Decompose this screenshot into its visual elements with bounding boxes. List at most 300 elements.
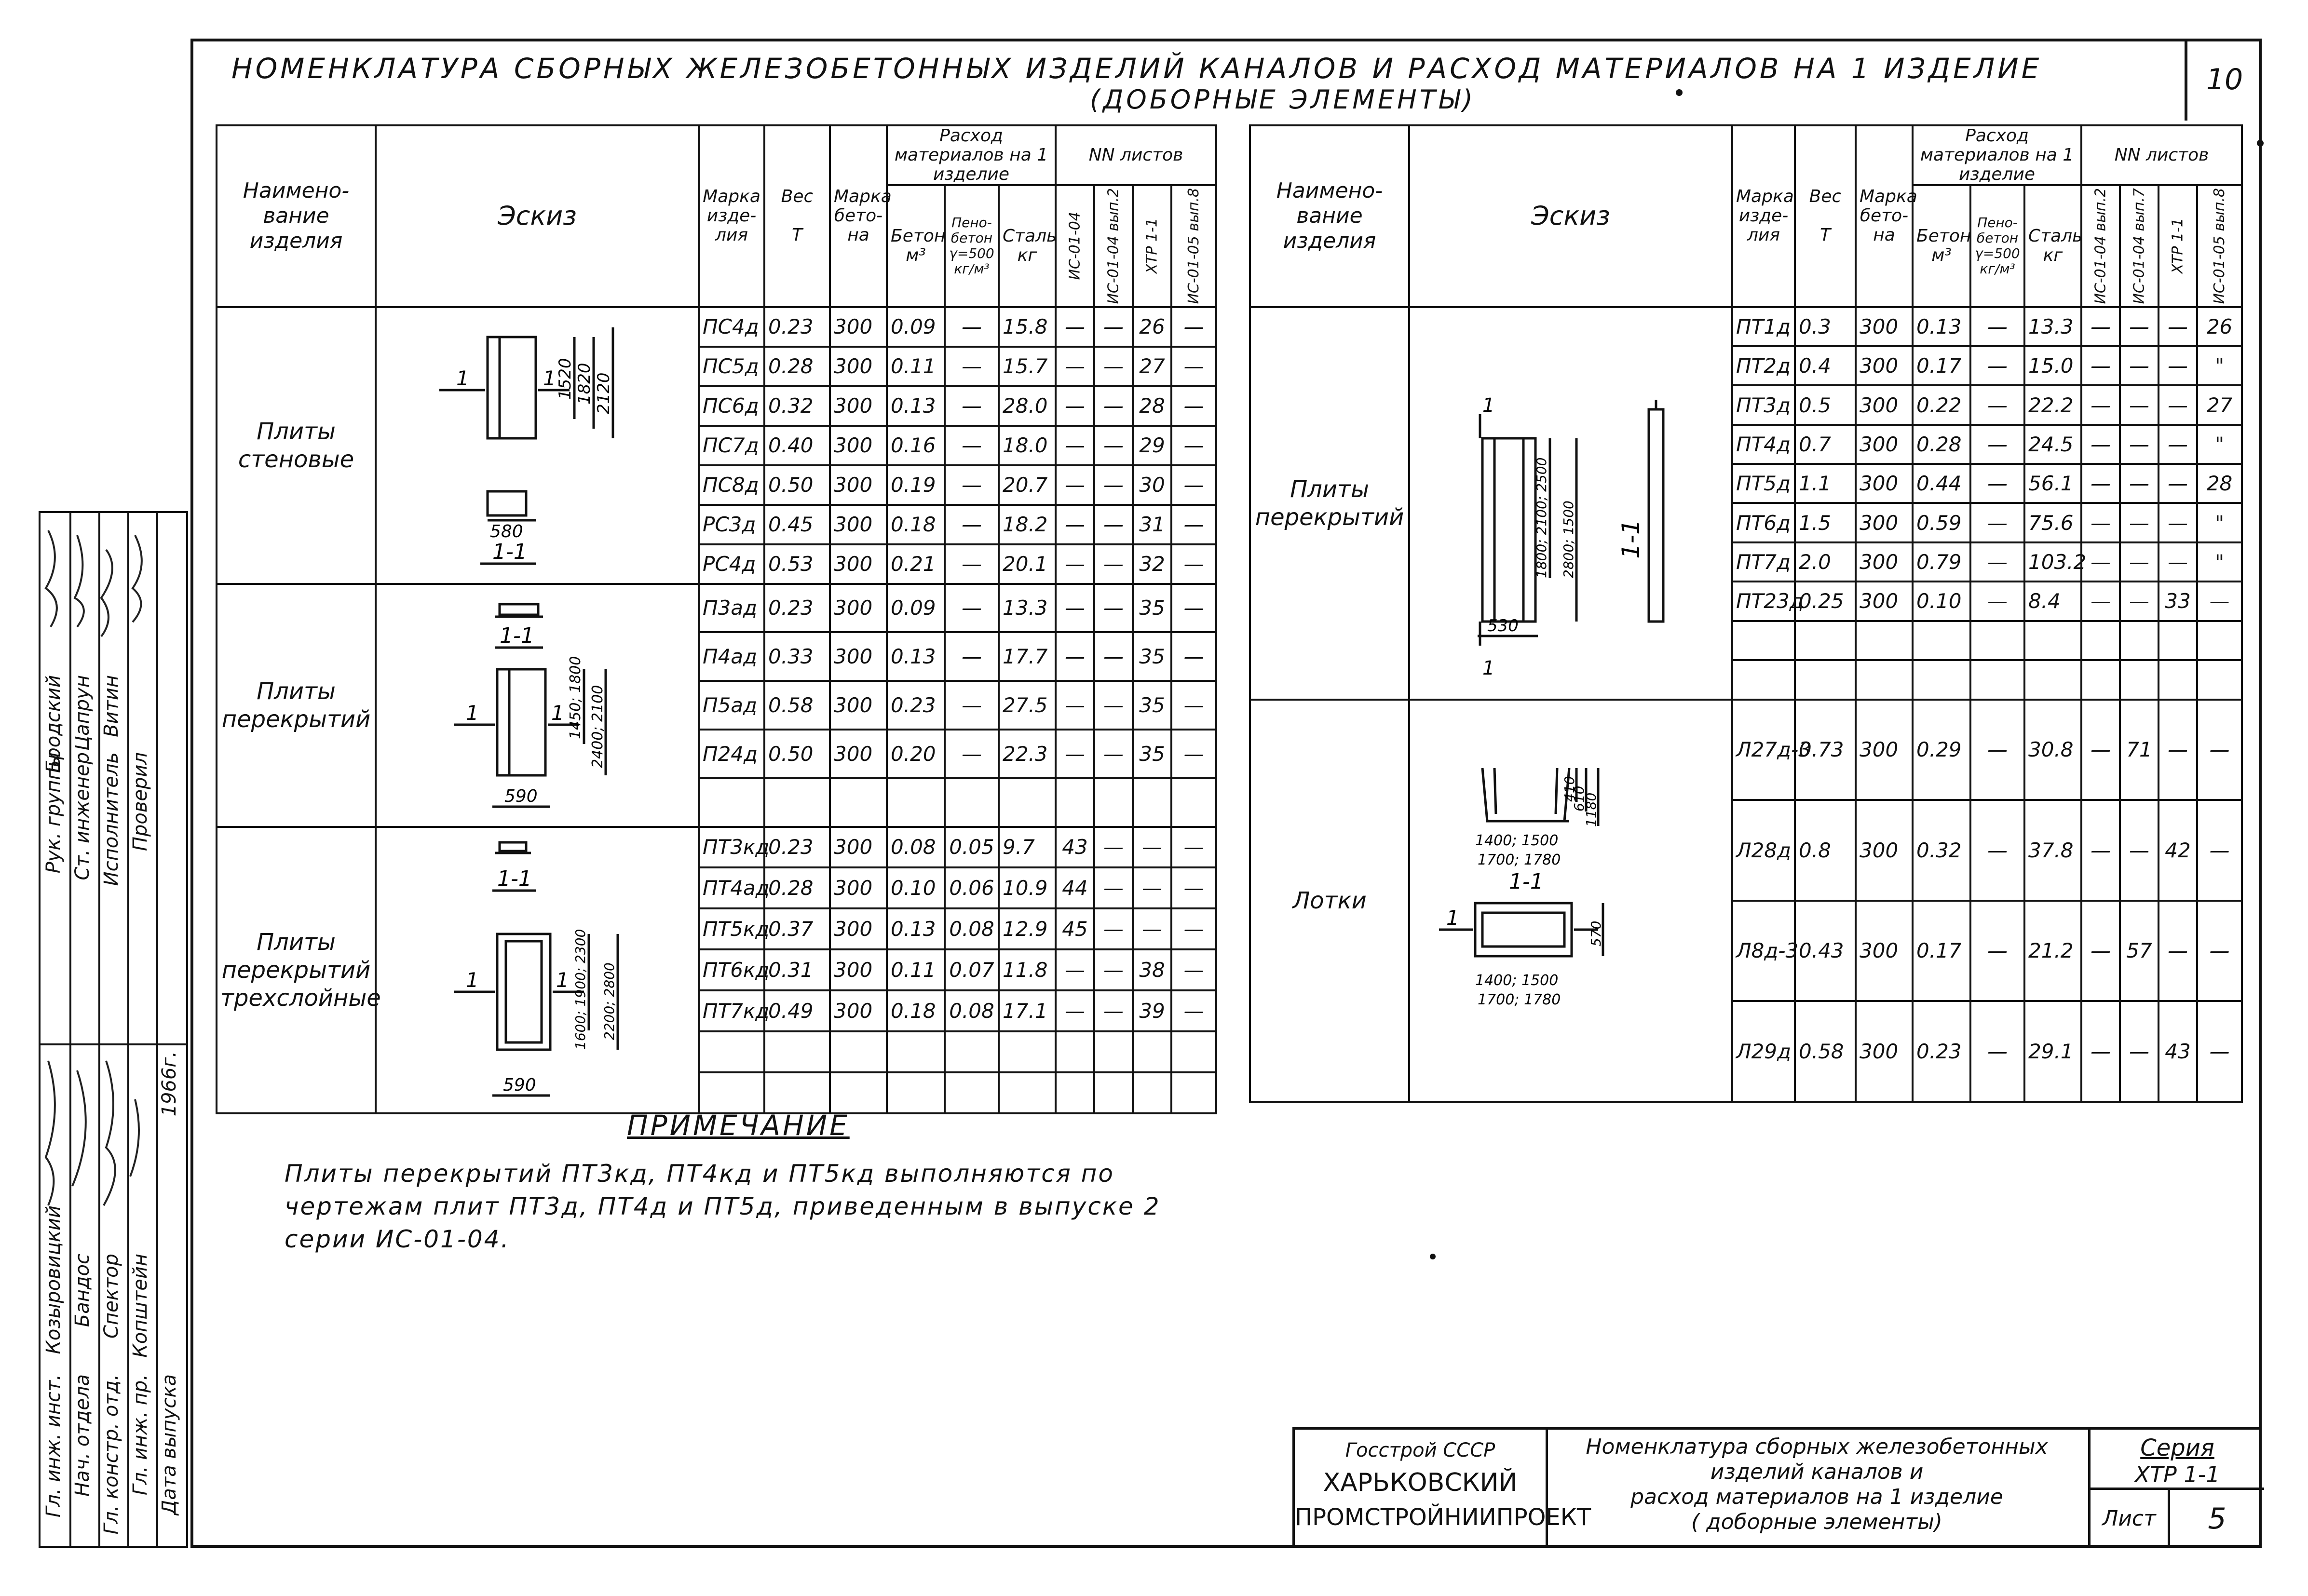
desc-line: ( доборные элементы) <box>1691 1510 1942 1534</box>
table-cell: 0.08 <box>945 908 999 949</box>
table-cell: — <box>2197 1001 2242 1102</box>
table-cell: — <box>945 426 999 465</box>
sk-section-mark: 1 <box>1482 657 1495 679</box>
table-cell: 0.13 <box>887 386 945 426</box>
table-cell <box>1171 1072 1216 1113</box>
side-role2: Нач. отдела <box>71 1374 94 1497</box>
note-text: Плиты перекрытий ПТ3кд, ПТ4кд и ПТ5кд выполняются по чертежам плит ПТ3д, ПТ4д и ПТ5д, приведенным в выпуске 2 серии ИС-01-04. <box>285 1160 1161 1253</box>
table-cell: 0.09 <box>887 307 945 347</box>
table-cell: — <box>1171 867 1216 908</box>
table-cell: 0.31 <box>764 949 830 990</box>
table-cell: ПТ6д <box>1732 503 1795 542</box>
table-cell: 10.9 <box>999 867 1056 908</box>
r-col-mark-header: Марка изде-лия <box>1732 125 1795 307</box>
table-cell <box>2024 621 2081 660</box>
table-cell: — <box>1056 544 1094 584</box>
table-cell: ПС7д <box>699 426 764 465</box>
table-cell: — <box>1056 632 1094 681</box>
table-cell: 0.37 <box>764 908 830 949</box>
r-col-consumption-header: Расход материалов на 1 изделие <box>1913 125 2081 185</box>
table-cell: " <box>2197 542 2242 582</box>
table-cell: — <box>1970 901 2024 1001</box>
table-cell: 300 <box>1856 346 1913 385</box>
table-cell <box>945 1072 999 1113</box>
table-cell: — <box>1056 990 1094 1031</box>
table-cell: — <box>2081 464 2120 503</box>
table-cell <box>1133 778 1171 827</box>
side-role2: Гл. констр. отд. <box>100 1374 122 1535</box>
table-cell: 45 <box>1056 908 1094 949</box>
table-cell: — <box>1171 426 1216 465</box>
table-cell: — <box>1056 584 1094 633</box>
table-cell: — <box>1094 505 1133 544</box>
table-cell: 300 <box>1856 800 1913 901</box>
sk-dim: 1700; 1780 <box>1478 991 1561 1008</box>
table-cell: 300 <box>1856 901 1913 1001</box>
col-sheet4-header: ИС-01-05 вып.8 <box>1171 185 1216 307</box>
table-cell <box>2197 660 2242 699</box>
table-cell: — <box>1056 465 1094 505</box>
r-col-foam-header: Пено-бетон γ=500 кг/м³ <box>1970 185 2024 307</box>
table-cell: 29 <box>1133 426 1171 465</box>
table-cell: 27 <box>1133 347 1171 386</box>
table-cell: — <box>2120 542 2159 582</box>
table-cell <box>764 778 830 827</box>
sk-dim: 2200; 2800 <box>601 962 617 1040</box>
org-line: ПРОМСТРОЙНИИПРОЕКТ <box>1295 1504 1591 1531</box>
table-cell: — <box>1171 681 1216 730</box>
table-cell <box>1795 660 1856 699</box>
table-cell <box>2081 621 2120 660</box>
table-cell: 0.09 <box>887 584 945 633</box>
sk-section-mark: 1 <box>551 701 564 725</box>
table-cell <box>1056 1031 1094 1072</box>
table-cell <box>2159 621 2197 660</box>
r-weight-unit: Т <box>1820 225 1831 245</box>
table-cell: 22.2 <box>2024 385 2081 424</box>
table-cell <box>1970 621 2024 660</box>
r-col-steel-header: Сталь кг <box>2024 185 2081 307</box>
table-cell: 0.07 <box>945 949 999 990</box>
table-cell: 0.17 <box>1913 901 1970 1001</box>
table-cell: Л29д <box>1732 1001 1795 1102</box>
sk-dim: 1800; 2100; 2500 <box>1534 457 1549 578</box>
table-cell: — <box>1970 1001 2024 1102</box>
table-cell <box>1171 1031 1216 1072</box>
note-title: ПРИМЕЧАНИЕ <box>627 1109 850 1142</box>
table-cell <box>1056 778 1094 827</box>
table-cell <box>699 1031 764 1072</box>
title-block <box>1292 1427 2262 1548</box>
table-cell: — <box>2081 700 2120 800</box>
org-line: ХАРЬКОВСКИЙ <box>1323 1468 1518 1497</box>
table-cell: 27 <box>2197 385 2242 424</box>
scan-speck <box>2257 140 2264 147</box>
table-cell: 39 <box>1133 990 1171 1031</box>
sketch-floor-slab <box>377 585 695 821</box>
table-cell: 18.2 <box>999 505 1056 544</box>
table-cell: 0.58 <box>764 681 830 730</box>
table-cell: ПТ1д <box>1732 307 1795 346</box>
table-cell: — <box>1056 307 1094 347</box>
table-cell: — <box>1056 681 1094 730</box>
table-cell: — <box>2081 346 2120 385</box>
table-cell: 0.17 <box>1913 346 1970 385</box>
table-cell: — <box>1171 347 1216 386</box>
r-col-sheet3-header: ХТР 1-1 <box>2159 185 2197 307</box>
col-sheet2-header: ИС-01-04 вып.2 <box>1094 185 1133 307</box>
table-cell: ПТ5кд <box>699 908 764 949</box>
sk-section-mark: 1 <box>456 366 469 390</box>
table-cell: 0.50 <box>764 730 830 778</box>
table-cell: 0.29 <box>1913 700 1970 800</box>
table-cell <box>2120 621 2159 660</box>
table-cell: — <box>1171 307 1216 347</box>
series-value: ХТР 1-1 <box>2134 1461 2220 1488</box>
table-cell: — <box>2081 385 2120 424</box>
sk-dim: 610 <box>1571 785 1587 812</box>
table-cell: 0.11 <box>887 949 945 990</box>
table-cell <box>2159 660 2197 699</box>
col-sheets-header: NN листов <box>1056 125 1216 185</box>
table-cell: — <box>1970 582 2024 621</box>
table-cell: 300 <box>1856 385 1913 424</box>
table-cell: 0.53 <box>764 544 830 584</box>
table-cell: — <box>2120 307 2159 346</box>
table-cell: 27.5 <box>999 681 1056 730</box>
side-role: Проверил <box>129 752 151 852</box>
table-cell <box>887 778 945 827</box>
sk-section-mark: 1 <box>1482 394 1495 417</box>
table-cell <box>1913 660 1970 699</box>
side-name2: Спектор <box>100 1254 122 1339</box>
table-cell: 300 <box>830 867 887 908</box>
table-cell: — <box>1171 632 1216 681</box>
sk-dim: 570 <box>1588 920 1604 947</box>
table-cell: 21.2 <box>2024 901 2081 1001</box>
table-cell: 0.23 <box>764 307 830 347</box>
product-sketch <box>376 584 699 827</box>
table-cell: — <box>1171 827 1216 868</box>
table-cell: — <box>1094 949 1133 990</box>
sketch-floor-slab-right <box>1410 308 1728 694</box>
sk-dim: 2800; 1500 <box>1561 500 1576 578</box>
table-cell: 28 <box>2197 464 2242 503</box>
table-cell <box>1094 1031 1133 1072</box>
table-cell: 0.13 <box>887 908 945 949</box>
table-cell: 13.3 <box>2024 307 2081 346</box>
table-cell: — <box>2120 582 2159 621</box>
org-line: Госстрой СССР <box>1345 1439 1495 1461</box>
product-name: Плиты перекрытий <box>217 584 376 827</box>
table-cell: 0.21 <box>887 544 945 584</box>
table-cell: 300 <box>1856 542 1913 582</box>
table-cell <box>1856 621 1913 660</box>
table-cell: — <box>1133 908 1171 949</box>
table-cell: 300 <box>830 730 887 778</box>
sheet-number: 5 <box>2208 1502 2227 1536</box>
table-cell: — <box>2081 800 2120 901</box>
col-steel-header: Сталь кг <box>999 185 1056 307</box>
table-cell <box>1913 621 1970 660</box>
table-cell: 75.6 <box>2024 503 2081 542</box>
table-cell: 300 <box>830 908 887 949</box>
sk-dim: 1600; 1900; 2300 <box>572 929 588 1050</box>
col-sketch-header: Эскиз <box>376 125 699 307</box>
table-cell: Л28д <box>1732 800 1795 901</box>
table-cell <box>1094 778 1133 827</box>
sk-section-label: 1-1 <box>1617 519 1645 559</box>
table-cell: — <box>1056 426 1094 465</box>
table-row <box>217 827 1216 868</box>
sk-dim: 1400; 1500 <box>1475 972 1559 989</box>
desc-line: изделий каналов и <box>1710 1460 1924 1484</box>
side-name2: Копштейн <box>129 1254 151 1358</box>
table-cell: — <box>1171 505 1216 544</box>
sk-section-label: 1-1 <box>500 623 534 648</box>
table-cell: 0.06 <box>945 867 999 908</box>
scan-speck <box>1430 1254 1436 1259</box>
col-concrete-header: Бетон м³ <box>887 185 945 307</box>
table-cell: — <box>1094 681 1133 730</box>
table-cell: — <box>945 347 999 386</box>
table-cell: 18.0 <box>999 426 1056 465</box>
scan-speck <box>1676 89 1683 96</box>
side-name2: Козыровицкий <box>42 1205 65 1354</box>
table-cell: 0.32 <box>1913 800 1970 901</box>
table-cell: П3ад <box>699 584 764 633</box>
table-cell: — <box>1171 990 1216 1031</box>
table-cell: 0.20 <box>887 730 945 778</box>
table-cell: — <box>1171 465 1216 505</box>
table-cell: 24.5 <box>2024 425 2081 464</box>
r-col-weight-header <box>1795 125 1856 307</box>
desc-line: Номенклатура сборных железобетонных <box>1586 1434 2048 1459</box>
table-cell: ПТ5д <box>1732 464 1795 503</box>
table-row <box>217 307 1216 347</box>
table-cell: — <box>2197 582 2242 621</box>
table-cell: — <box>1171 949 1216 990</box>
table-cell: 300 <box>830 681 887 730</box>
side-signatures-lower <box>39 1041 183 1312</box>
table-cell: 300 <box>830 544 887 584</box>
table-cell: ПТ7кд <box>699 990 764 1031</box>
table-cell: — <box>1171 730 1216 778</box>
table-cell: — <box>2081 425 2120 464</box>
sk-dim: 1180 <box>1583 792 1599 827</box>
weight-unit: Т <box>792 225 802 245</box>
table-cell: — <box>2159 307 2197 346</box>
table-cell: 0.50 <box>764 465 830 505</box>
table-cell <box>1732 621 1795 660</box>
sk-dim: 590 <box>503 1075 536 1095</box>
table-cell: 22.3 <box>999 730 1056 778</box>
table-cell <box>764 1072 830 1113</box>
col-sheet3-header: ХТР 1-1 <box>1133 185 1171 307</box>
sheet-label: Лист <box>2091 1490 2170 1548</box>
table-row <box>217 584 1216 633</box>
table-cell: — <box>1094 544 1133 584</box>
table-cell: — <box>1970 700 2024 800</box>
table-cell <box>1133 1072 1171 1113</box>
table-cell: 30 <box>1133 465 1171 505</box>
table-cell: — <box>945 584 999 633</box>
table-cell: 300 <box>830 386 887 426</box>
table-cell: — <box>1094 827 1133 868</box>
table-cell: — <box>1094 990 1133 1031</box>
table-cell <box>945 778 999 827</box>
table-cell: РС4д <box>699 544 764 584</box>
desc-line: расход материалов на 1 изделие <box>1630 1485 2003 1509</box>
sk-section-mark: 1 <box>466 701 479 725</box>
table-cell: 0.16 <box>887 426 945 465</box>
table-cell: 0.23 <box>1913 1001 1970 1102</box>
table-cell: 0.44 <box>1913 464 1970 503</box>
table-cell: 1.1 <box>1795 464 1856 503</box>
table-cell: ПТ3д <box>1732 385 1795 424</box>
table-cell: — <box>2159 901 2197 1001</box>
table-cell: 300 <box>830 584 887 633</box>
product-sketch <box>376 307 699 584</box>
table-cell: — <box>1133 867 1171 908</box>
table-cell: — <box>2081 901 2120 1001</box>
table-cell: — <box>2120 1001 2159 1102</box>
table-cell: 17.7 <box>999 632 1056 681</box>
sk-dim: 2120 <box>594 372 613 414</box>
table-cell <box>887 1072 945 1113</box>
table-cell: ПС6д <box>699 386 764 426</box>
table-cell: 28 <box>1133 386 1171 426</box>
table-cell: 0.13 <box>1913 307 1970 346</box>
table-cell: — <box>1171 584 1216 633</box>
table-cell: 0.10 <box>1913 582 1970 621</box>
r-col-sketch-header: Эскиз <box>1409 125 1732 307</box>
table-cell: 300 <box>1856 464 1913 503</box>
table-cell: 35 <box>1133 584 1171 633</box>
table-cell: — <box>1970 385 2024 424</box>
table-cell: 0.13 <box>887 632 945 681</box>
table-cell: — <box>1094 908 1133 949</box>
sk-section-mark: 1 <box>556 968 569 992</box>
table-cell <box>1795 621 1856 660</box>
series-cell <box>2091 1430 2264 1490</box>
table-cell: — <box>1094 465 1133 505</box>
sk-section-mark: 1 <box>543 366 556 390</box>
r-col-sheet1-header: ИС-01-04 вып.2 <box>2081 185 2120 307</box>
table-cell: — <box>1056 386 1094 426</box>
sk-section-label: 1-1 <box>497 866 532 891</box>
table-cell: 300 <box>830 949 887 990</box>
table-cell <box>1171 778 1216 827</box>
table-cell: 300 <box>1856 700 1913 800</box>
table-cell: — <box>2081 307 2120 346</box>
r-col-sheet4-header: ИС-01-05 вып.8 <box>2197 185 2242 307</box>
table-cell: 0.40 <box>764 426 830 465</box>
table-cell: 300 <box>830 307 887 347</box>
table-cell <box>945 1031 999 1072</box>
sk-dim: 1450; 1800 <box>567 656 584 739</box>
table-cell <box>887 1031 945 1072</box>
table-row <box>1250 700 2242 800</box>
right-spec-table <box>1249 124 2243 1103</box>
drawing-subtitle: (ДОБОРНЫЕ ЭЛЕМЕНТЫ) <box>1090 84 1476 115</box>
table-cell: 0.8 <box>1795 800 1856 901</box>
table-cell: РС3д <box>699 505 764 544</box>
sk-dim: 1820 <box>575 363 594 405</box>
table-cell: — <box>1970 464 2024 503</box>
table-cell: ПТ4ад <box>699 867 764 908</box>
table-cell: 0.28 <box>1913 425 1970 464</box>
table-cell: 11.8 <box>999 949 1056 990</box>
table-cell: — <box>1970 307 2024 346</box>
table-cell: ПТ6кд <box>699 949 764 990</box>
table-cell: — <box>1970 800 2024 901</box>
table-cell: — <box>945 505 999 544</box>
table-cell: 26 <box>2197 307 2242 346</box>
table-cell: — <box>2120 800 2159 901</box>
table-cell: ПС4д <box>699 307 764 347</box>
r-col-sheet2-header: ИС-01-04 вып.7 <box>2120 185 2159 307</box>
sketch-sandwich-slab <box>377 828 695 1108</box>
r-col-grade-header: Марка бето-на <box>1856 125 1913 307</box>
sketch-trough <box>1410 701 1728 1096</box>
table-cell: — <box>2081 542 2120 582</box>
table-cell: 0.05 <box>945 827 999 868</box>
table-cell: Л8д-3 <box>1732 901 1795 1001</box>
table-cell: — <box>1970 503 2024 542</box>
table-cell <box>1970 660 2024 699</box>
table-cell: 0.11 <box>887 347 945 386</box>
table-cell <box>830 1072 887 1113</box>
table-cell: — <box>1094 632 1133 681</box>
table-cell: 300 <box>830 505 887 544</box>
table-cell: 300 <box>830 827 887 868</box>
table-cell: 103.2 <box>2024 542 2081 582</box>
table-cell: — <box>1970 346 2024 385</box>
table-cell: 28.0 <box>999 386 1056 426</box>
table-cell: 0.5 <box>1795 385 1856 424</box>
table-cell: — <box>2081 582 2120 621</box>
page-number: 10 <box>2185 39 2262 121</box>
product-sketch <box>376 827 699 1113</box>
table-cell: 0.7 <box>1795 425 1856 464</box>
table-cell: 0.58 <box>1795 1001 1856 1102</box>
table-cell: 0.18 <box>887 505 945 544</box>
r-col-name-header: Наимено-вание изделия <box>1250 125 1409 307</box>
table-cell: 0.4 <box>1795 346 1856 385</box>
table-cell: 9.7 <box>999 827 1056 868</box>
table-cell: — <box>2120 425 2159 464</box>
table-cell: 15.7 <box>999 347 1056 386</box>
drawing-title: НОМЕНКЛАТУРА СБОРНЫХ ЖЕЛЕЗОБЕТОННЫХ ИЗДЕЛИЙ КАНАЛОВ И РАСХОД МАТЕРИАЛОВ НА 1 ИЗДЕЛИЕ <box>231 52 2042 85</box>
table-cell: — <box>2159 385 2197 424</box>
table-cell: П24д <box>699 730 764 778</box>
table-cell: — <box>2197 800 2242 901</box>
table-cell: — <box>1094 386 1133 426</box>
title-block-series <box>2091 1430 2264 1548</box>
table-cell: — <box>1970 425 2024 464</box>
table-cell: 0.23 <box>764 827 830 868</box>
title-block-org <box>1295 1430 1591 1548</box>
side-name: Бродский <box>42 675 65 773</box>
table-cell: ПТ2д <box>1732 346 1795 385</box>
table-cell <box>764 1031 830 1072</box>
product-name: Плиты стеновые <box>217 307 376 584</box>
table-cell: — <box>1094 426 1133 465</box>
table-cell: — <box>2120 464 2159 503</box>
table-cell: 300 <box>830 990 887 1031</box>
table-cell: 0.10 <box>887 867 945 908</box>
